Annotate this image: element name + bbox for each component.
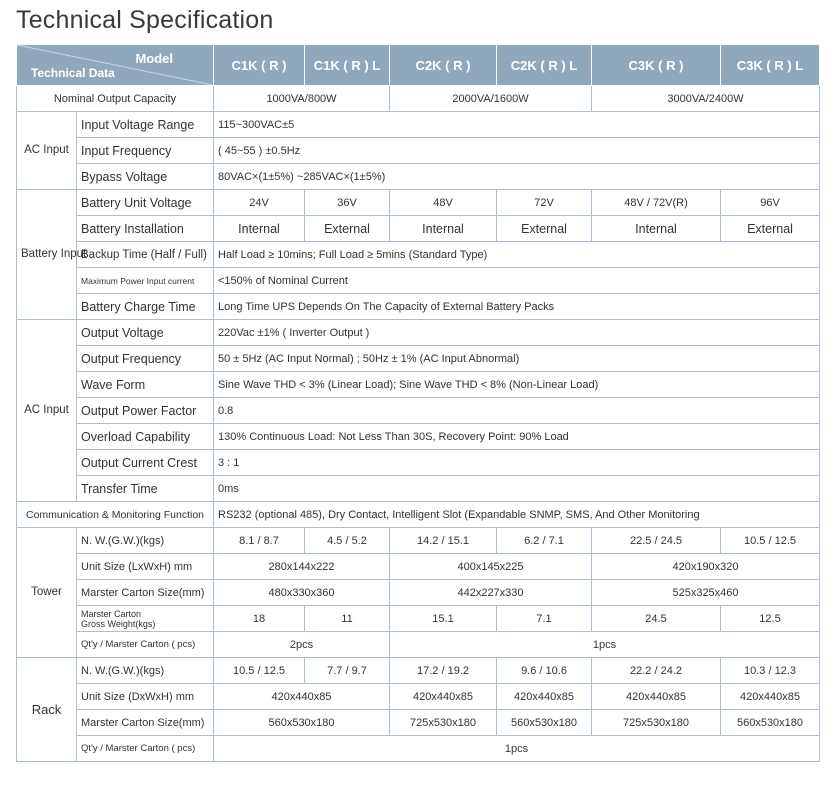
row-label: Battery Unit Voltage xyxy=(77,190,214,216)
cell-value: Internal xyxy=(592,216,721,242)
cell-value: 115~300VAC±5 xyxy=(214,112,820,138)
cell-value: 10.3 / 12.3 xyxy=(721,658,820,684)
table-row xyxy=(17,476,820,502)
cell-value: 2pcs xyxy=(214,632,390,658)
row-label: Overload Capability xyxy=(77,424,214,450)
cell-value: 560x530x180 xyxy=(214,710,390,736)
cell-value: 8.1 / 8.7 xyxy=(214,528,305,554)
row-label: Communication & Monitoring Function xyxy=(17,502,214,528)
cell-value: 50 ± 5Hz (AC Input Normal) ; 50Hz ± 1% (AC Input Abnormal) xyxy=(214,346,820,372)
model-header: C1K ( R ) xyxy=(214,45,305,86)
cell-value: 17.2 / 19.2 xyxy=(390,658,497,684)
cell-value: 24V xyxy=(214,190,305,216)
cell-value: 72V xyxy=(497,190,592,216)
cell-value: 420x440x85 xyxy=(592,684,721,710)
row-label: Output Power Factor xyxy=(77,398,214,424)
cell-value: 9.6 / 10.6 xyxy=(497,658,592,684)
cell-value: 1pcs xyxy=(214,736,820,762)
table-row xyxy=(17,528,820,554)
row-label: N. W.(G.W.)(kgs) xyxy=(77,528,214,554)
technical-data-label: Technical Data xyxy=(31,66,115,80)
row-label: Qt'y / Marster Carton ( pcs) xyxy=(77,736,214,762)
cell-value: 420x440x85 xyxy=(390,684,497,710)
row-label-line: Marster Carton xyxy=(81,608,142,619)
table-row xyxy=(17,424,820,450)
cell-value: 480x330x360 xyxy=(214,580,390,606)
cell-value: 560x530x180 xyxy=(721,710,820,736)
cell-value: Internal xyxy=(214,216,305,242)
cell-value: 11 xyxy=(305,606,390,632)
table-row xyxy=(17,112,820,138)
row-label: Marster Carton Size(mm) xyxy=(77,710,214,736)
table-row xyxy=(17,684,820,710)
table-row xyxy=(17,86,820,112)
cell-value: External xyxy=(305,216,390,242)
table-row xyxy=(17,736,820,762)
table-row xyxy=(17,450,820,476)
row-label: Wave Form xyxy=(77,372,214,398)
cell-value: 560x530x180 xyxy=(497,710,592,736)
cell-value: 130% Continuous Load: Not Less Than 30S, Recovery Point: 90% Load xyxy=(214,424,820,450)
cell-value: 420x440x85 xyxy=(214,684,390,710)
cell-value: 1pcs xyxy=(390,632,820,658)
cell-value: 525x325x460 xyxy=(592,580,820,606)
cell-value: 10.5 / 12.5 xyxy=(721,528,820,554)
cell-value: 3 : 1 xyxy=(214,450,820,476)
cell-value: 400x145x225 xyxy=(390,554,592,580)
cell-value: 12.5 xyxy=(721,606,820,632)
row-label: Output Voltage xyxy=(77,320,214,346)
cell-value: 725x530x180 xyxy=(390,710,497,736)
cell-value: 48V xyxy=(390,190,497,216)
table-row xyxy=(17,268,820,294)
group-label: AC Input xyxy=(17,320,77,502)
row-label: Output Frequency xyxy=(77,346,214,372)
cell-value: 36V xyxy=(305,190,390,216)
cell-value: 6.2 / 7.1 xyxy=(497,528,592,554)
cell-value: 24.5 xyxy=(592,606,721,632)
cell-value: <150% of Nominal Current xyxy=(214,268,820,294)
row-label xyxy=(77,606,214,632)
cell-value: 0.8 xyxy=(214,398,820,424)
group-label: Tower xyxy=(17,528,77,658)
row-label: Unit Size (DxWxH) mm xyxy=(77,684,214,710)
table-row xyxy=(17,320,820,346)
table-row xyxy=(17,710,820,736)
table-row xyxy=(17,216,820,242)
row-label: Transfer Time xyxy=(77,476,214,502)
row-label: Input Voltage Range xyxy=(77,112,214,138)
header-row xyxy=(17,45,820,86)
spec-table xyxy=(16,44,820,762)
cell-value: ( 45~55 ) ±0.5Hz xyxy=(214,138,820,164)
cell-value: 2000VA/1600W xyxy=(390,86,592,112)
model-header: C1K ( R ) L xyxy=(305,45,390,86)
cell-value: 3000VA/2400W xyxy=(592,86,820,112)
row-label: Output Current Crest xyxy=(77,450,214,476)
table-row xyxy=(17,554,820,580)
table-row xyxy=(17,658,820,684)
row-label: Nominal Output Capacity xyxy=(17,86,214,112)
model-header: C2K ( R ) L xyxy=(497,45,592,86)
page-title: Technical Specification xyxy=(16,6,274,34)
header-corner xyxy=(17,45,214,86)
cell-value: 80VAC×(1±5%) ~285VAC×(1±5%) xyxy=(214,164,820,190)
table-row xyxy=(17,502,820,528)
cell-value: External xyxy=(721,216,820,242)
group-label: AC Input xyxy=(17,112,77,190)
cell-value: 4.5 / 5.2 xyxy=(305,528,390,554)
cell-value: Long Time UPS Depends On The Capacity of External Battery Packs xyxy=(214,294,820,320)
table-row xyxy=(17,580,820,606)
table-row xyxy=(17,632,820,658)
cell-value: 96V xyxy=(721,190,820,216)
group-label: Battery Input xyxy=(17,190,77,320)
cell-value: 420x440x85 xyxy=(497,684,592,710)
model-label: Model xyxy=(135,51,173,66)
table-row xyxy=(17,372,820,398)
cell-value: 14.2 / 15.1 xyxy=(390,528,497,554)
table-row xyxy=(17,346,820,372)
cell-value: 442x227x330 xyxy=(390,580,592,606)
cell-value: 22.5 / 24.5 xyxy=(592,528,721,554)
cell-value: RS232 (optional 485), Dry Contact, Intelligent Slot (Expandable SNMP, SMS, And Other Monitoring xyxy=(214,502,820,528)
row-label: Unit Size (LxWxH) mm xyxy=(77,554,214,580)
row-label: Battery Charge Time xyxy=(77,294,214,320)
table-row xyxy=(17,398,820,424)
row-label: Marster Carton Size(mm) xyxy=(77,580,214,606)
table-row xyxy=(17,606,820,632)
cell-value: 15.1 xyxy=(390,606,497,632)
cell-value: External xyxy=(497,216,592,242)
cell-value: Internal xyxy=(390,216,497,242)
cell-value: 280x144x222 xyxy=(214,554,390,580)
cell-value: 7.1 xyxy=(497,606,592,632)
model-header: C2K ( R ) xyxy=(390,45,497,86)
table-row xyxy=(17,294,820,320)
cell-value: 18 xyxy=(214,606,305,632)
model-header: C3K ( R ) L xyxy=(721,45,820,86)
cell-value: 725x530x180 xyxy=(592,710,721,736)
row-label: Battery Installation xyxy=(77,216,214,242)
table-row xyxy=(17,190,820,216)
cell-value: 10.5 / 12.5 xyxy=(214,658,305,684)
cell-value: 7.7 / 9.7 xyxy=(305,658,390,684)
row-label: Maximum Power Input current xyxy=(77,268,214,294)
cell-value: 1000VA/800W xyxy=(214,86,390,112)
cell-value: 0ms xyxy=(214,476,820,502)
table-row xyxy=(17,164,820,190)
row-label: Bypass Voltage xyxy=(77,164,214,190)
row-label: Input Frequency xyxy=(77,138,214,164)
cell-value: 22.2 / 24.2 xyxy=(592,658,721,684)
cell-value: 220Vac ±1% ( Inverter Output ) xyxy=(214,320,820,346)
model-header: C3K ( R ) xyxy=(592,45,721,86)
row-label-line: Gross Weight(kgs) xyxy=(81,618,156,629)
group-label: Rack xyxy=(17,658,77,762)
row-label: N. W.(G.W.)(kgs) xyxy=(77,658,214,684)
cell-value: Sine Wave THD < 3% (Linear Load); Sine Wave THD < 8% (Non-Linear Load) xyxy=(214,372,820,398)
table-row xyxy=(17,138,820,164)
cell-value: 48V / 72V(R) xyxy=(592,190,721,216)
row-label: Qt'y / Marster Carton ( pcs) xyxy=(77,632,214,658)
cell-value: 420x440x85 xyxy=(721,684,820,710)
cell-value: Half Load ≥ 10mins; Full Load ≥ 5mins (Standard Type) xyxy=(214,242,820,268)
cell-value: 420x190x320 xyxy=(592,554,820,580)
row-label: Backup Time (Half / Full) xyxy=(77,242,214,268)
table-row xyxy=(17,242,820,268)
